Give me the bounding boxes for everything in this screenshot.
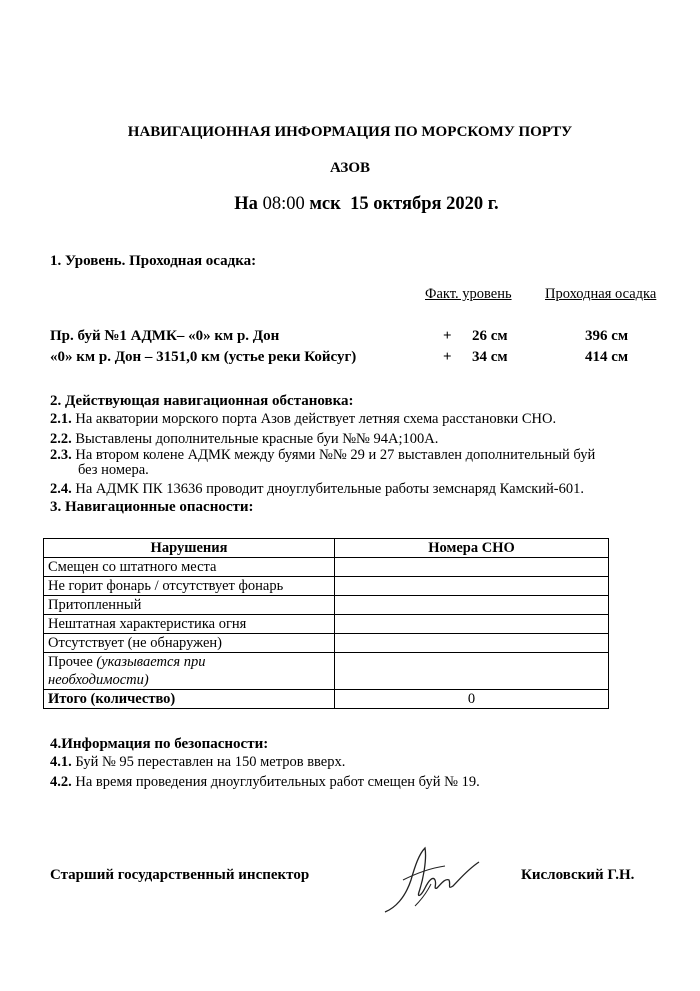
table-row [44,615,609,634]
col-violations: Нарушения [44,539,335,558]
table-row [44,577,609,596]
violation-label: Смещен со штатного места [44,558,335,577]
sno-value [335,558,609,577]
item-text: На время проведения дноуглубительных работ смещен буй № 19. [75,774,480,790]
port-name: АЗОВ [329,160,371,176]
col-passage-draft: Проходная осадка [545,286,657,302]
total-value: 0 [335,690,609,709]
date-prefix: На [234,194,258,214]
nav-item-2-3-continuation: без номера. [78,462,149,478]
item-text: На втором колене АДМК между буями №№ 29 и 27 выставлен дополнительный буй [75,447,596,463]
item-text: Выставлены дополнительные красные буи №№ 94А;100А. [75,431,439,447]
other-note: (указывается при [96,654,206,670]
level-row-2-draft: 414 см [585,349,629,365]
table-row [44,634,609,653]
level-row-1-fact: 26 см [472,328,508,344]
item-number: 2.3. [50,447,72,463]
col-sno-numbers: Номера СНО [335,539,609,558]
date-timezone: мск [309,194,341,214]
document-title: НАВИГАЦИОННАЯ ИНФОРМАЦИЯ ПО МОРСКОМУ ПОРТУ [127,124,573,140]
nav-item-2-1 [50,411,556,428]
other-note-continuation: необходимости) [48,672,149,688]
table-row [44,596,609,615]
sno-value [335,615,609,634]
date-value: 15 октября 2020 г. [350,194,499,214]
inspector-name: Кисловский Г.Н. [521,867,635,883]
violation-label: Не горит фонарь / отсутствует фонарь [44,577,335,596]
signature-image [375,840,485,920]
violation-label: Нештатная характеристика огня [44,615,335,634]
level-row-2-label: «0» км р. Дон – 3151,0 км (устье реки Койсуг) [50,349,357,365]
level-row-1-draft: 396 см [585,328,629,344]
level-row-1-label: Пр. буй №1 АДМК– «0» км р. Дон [50,328,280,344]
total-label: Итого (количество) [44,690,335,709]
level-row-1-sign: + [443,328,452,344]
table-row [44,558,609,577]
section3-heading: 3. Навигационные опасности: [50,499,254,515]
sno-value [335,653,609,690]
violation-label: Притопленный [44,596,335,615]
table-total-row [44,690,609,709]
section4-heading: 4.Информация по безопасности: [50,736,269,752]
inspector-position: Старший государственный инспектор [50,867,310,883]
violation-label: Отсутствует (не обнаружен) [44,634,335,653]
safety-item-4-1 [50,754,345,771]
date-time: 08:00 [262,194,305,214]
sno-value [335,634,609,653]
level-row-2-sign: + [443,349,452,365]
item-number: 2.1. [50,411,72,427]
item-text: На акватории морского порта Азов действует летняя схема расстановки СНО. [75,411,557,427]
other-label: Прочее [48,654,93,670]
item-text: На АДМК ПК 13636 проводит дноуглубительные работы земснаряд Камский-601. [75,481,584,497]
item-text: Буй № 95 переставлен на 150 метров вверх. [75,754,346,770]
col-fact-level: Факт. уровень [425,286,512,302]
sno-value [335,577,609,596]
item-number: 4.1. [50,754,72,770]
section1-heading: 1. Уровень. Проходная осадка: [50,253,257,269]
safety-item-4-2 [50,774,480,791]
table-header-row [44,539,609,558]
item-number: 2.2. [50,431,72,447]
item-number: 4.2. [50,774,72,790]
nav-item-2-2 [50,431,438,448]
item-number: 2.4. [50,481,72,497]
nav-item-2-4 [50,481,584,498]
violation-label-other [44,653,335,690]
hazards-table [43,538,609,709]
table-row [44,653,609,690]
sno-value [335,596,609,615]
section2-heading: 2. Действующая навигационная обстановка: [50,393,354,409]
report-date [0,194,700,215]
level-row-2-fact: 34 см [472,349,508,365]
